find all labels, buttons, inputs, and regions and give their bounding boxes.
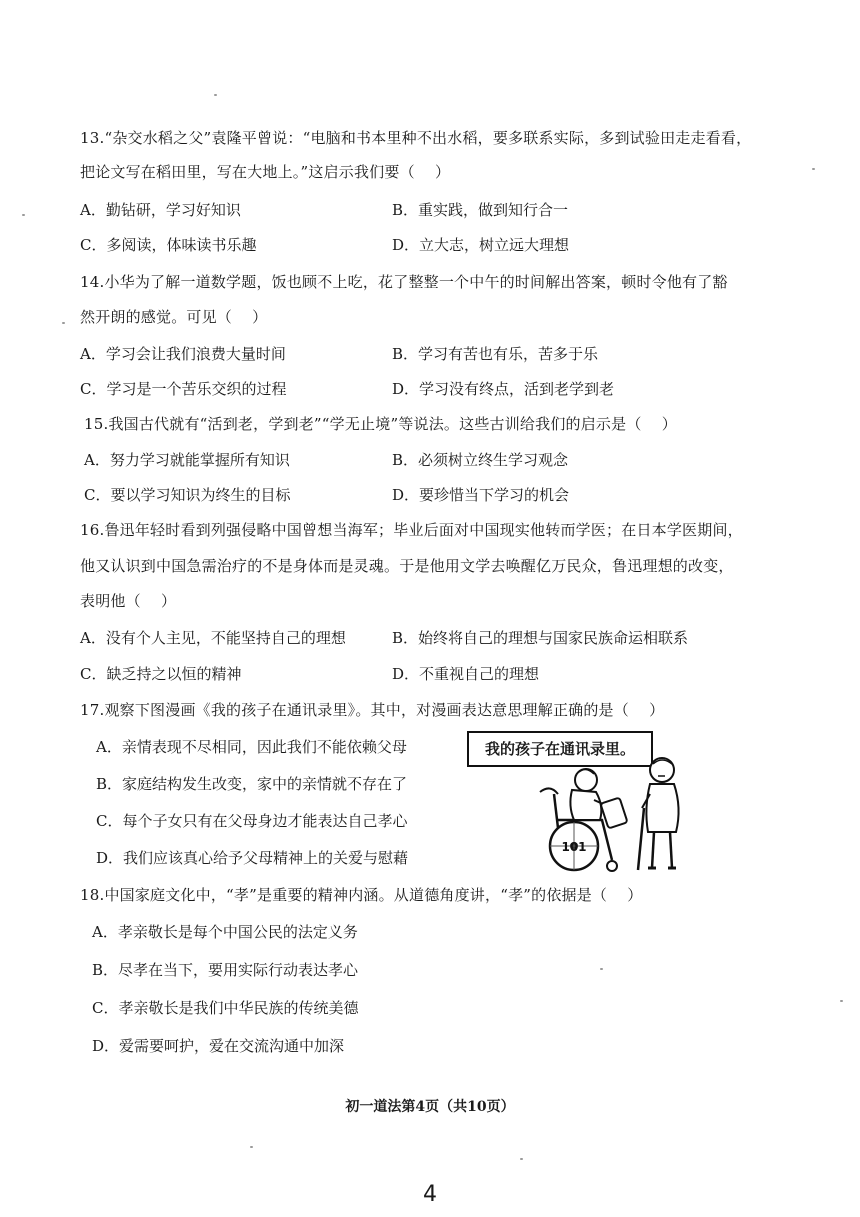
q17-option-a: A．亲情表现不尽相同，因此我们不能依赖父母	[96, 738, 407, 756]
q13-option-b: B．重实践，做到知行合一	[392, 201, 569, 219]
q14-option-c: C．学习是一个苦乐交织的过程	[80, 380, 287, 398]
q15-stem-line-1: 15.我国古代就有“活到老，学到老”“学无止境”等说法。这些古训给我们的启示是（ ）	[84, 415, 677, 433]
q14-option-d: D．学习没有终点，活到老学到老	[392, 380, 615, 398]
phone-text: 101	[561, 840, 587, 854]
q15-option-c: C．要以学习知识为终生的目标	[84, 486, 291, 504]
q18-option-d: D．爱需要呵护，爱在交流沟通中加深	[92, 1037, 345, 1055]
q13-option-d: D．立大志，树立远大理想	[392, 236, 570, 254]
q15-option-d: D．要珍惜当下学习的机会	[392, 486, 570, 504]
q16-option-d: D．不重视自己的理想	[392, 665, 540, 683]
cartoon-caption: 我的孩子在通讯录里。	[484, 740, 635, 758]
q18-option-a: A．孝亲敬长是每个中国公民的法定义务	[92, 923, 358, 941]
page-number: 4	[423, 1182, 437, 1207]
q16-stem-line-2: 他又认识到中国急需治疗的不是身体而是灵魂。于是他用文学去唤醒亿万民众，鲁迅理想的改变，	[80, 557, 734, 575]
scan-speck	[840, 1000, 843, 1002]
scan-speck	[214, 94, 217, 96]
q13-option-a: A．勤钻研，学习好知识	[80, 201, 241, 219]
q16-option-a: A．没有个人主见，不能坚持自己的理想	[80, 629, 346, 647]
q17-option-b: B．家庭结构发生改变，家中的亲情就不存在了	[96, 775, 408, 793]
q13-stem-line-2: 把论文写在稻田里，写在大地上。”这启示我们要（ ）	[80, 163, 451, 181]
walking-cane	[638, 808, 644, 870]
q18-option-b: B．尽孝在当下，要用实际行动表达孝心	[92, 961, 359, 979]
q14-option-a: A．学习会让我们浪费大量时间	[80, 345, 286, 363]
q17-stem-line-1: 17.观察下图漫画《我的孩子在通讯录里》。其中，对漫画表达意思理解正确的是（ ）	[80, 701, 665, 719]
phone-icon	[600, 798, 627, 829]
scan-speck	[520, 1158, 523, 1160]
scan-speck	[250, 1146, 253, 1148]
scan-speck	[22, 214, 25, 216]
standing-person-body	[646, 784, 678, 832]
q15-option-b: B．必须树立终生学习观念	[392, 451, 569, 469]
seated-person-body	[570, 790, 601, 820]
q18-option-c: C．孝亲敬长是我们中华民族的传统美德	[92, 999, 359, 1017]
q17-option-d: D．我们应该真心给予父母精神上的关爱与慰藉	[96, 849, 409, 867]
page-footer: 初一道法第4页（共10页）	[345, 1099, 515, 1115]
seated-person-head	[575, 769, 597, 791]
q18-stem-line-1: 18.中国家庭文化中，“孝”是重要的精神内涵。从道德角度讲，“孝”的依据是（ ）	[80, 886, 643, 904]
q13-option-c: C．多阅读，体味读书乐趣	[80, 236, 257, 254]
q16-option-b: B．始终将自己的理想与国家民族命运相联系	[392, 629, 689, 647]
q16-option-c: C．缺乏持之以恒的精神	[80, 665, 242, 683]
q16-stem-line-3: 表明他（ ）	[80, 592, 177, 610]
standing-person-head	[650, 758, 674, 782]
q15-option-a: A．努力学习就能掌握所有知识	[84, 451, 290, 469]
scan-speck	[62, 322, 65, 324]
q16-stem-line-1: 16.鲁迅年轻时看到列强侵略中国曾想当海军；毕业后面对中国现实他转而学医；在日本学医期间，	[80, 521, 743, 539]
q14-stem-line-1: 14.小华为了解一道数学题，饭也顾不上吃，花了整整一个中午的时间解出答案，顿时令他有了豁	[80, 273, 728, 291]
q13-stem-line-1: 13.“杂交水稻之父”袁隆平曾说：“电脑和书本里种不出水稻，要多联系实际，多到试验田走走看看，	[80, 129, 752, 147]
q17-option-c: C．每个子女只有在父母身边才能表达自己孝心	[96, 812, 408, 830]
cartoon-illustration	[462, 728, 710, 876]
scan-speck	[600, 968, 603, 970]
q14-stem-line-2: 然开朗的感觉。可见（ ）	[80, 308, 268, 326]
q14-option-b: B．学习有苦也有乐，苦多于乐	[392, 345, 599, 363]
scan-speck	[812, 168, 815, 170]
